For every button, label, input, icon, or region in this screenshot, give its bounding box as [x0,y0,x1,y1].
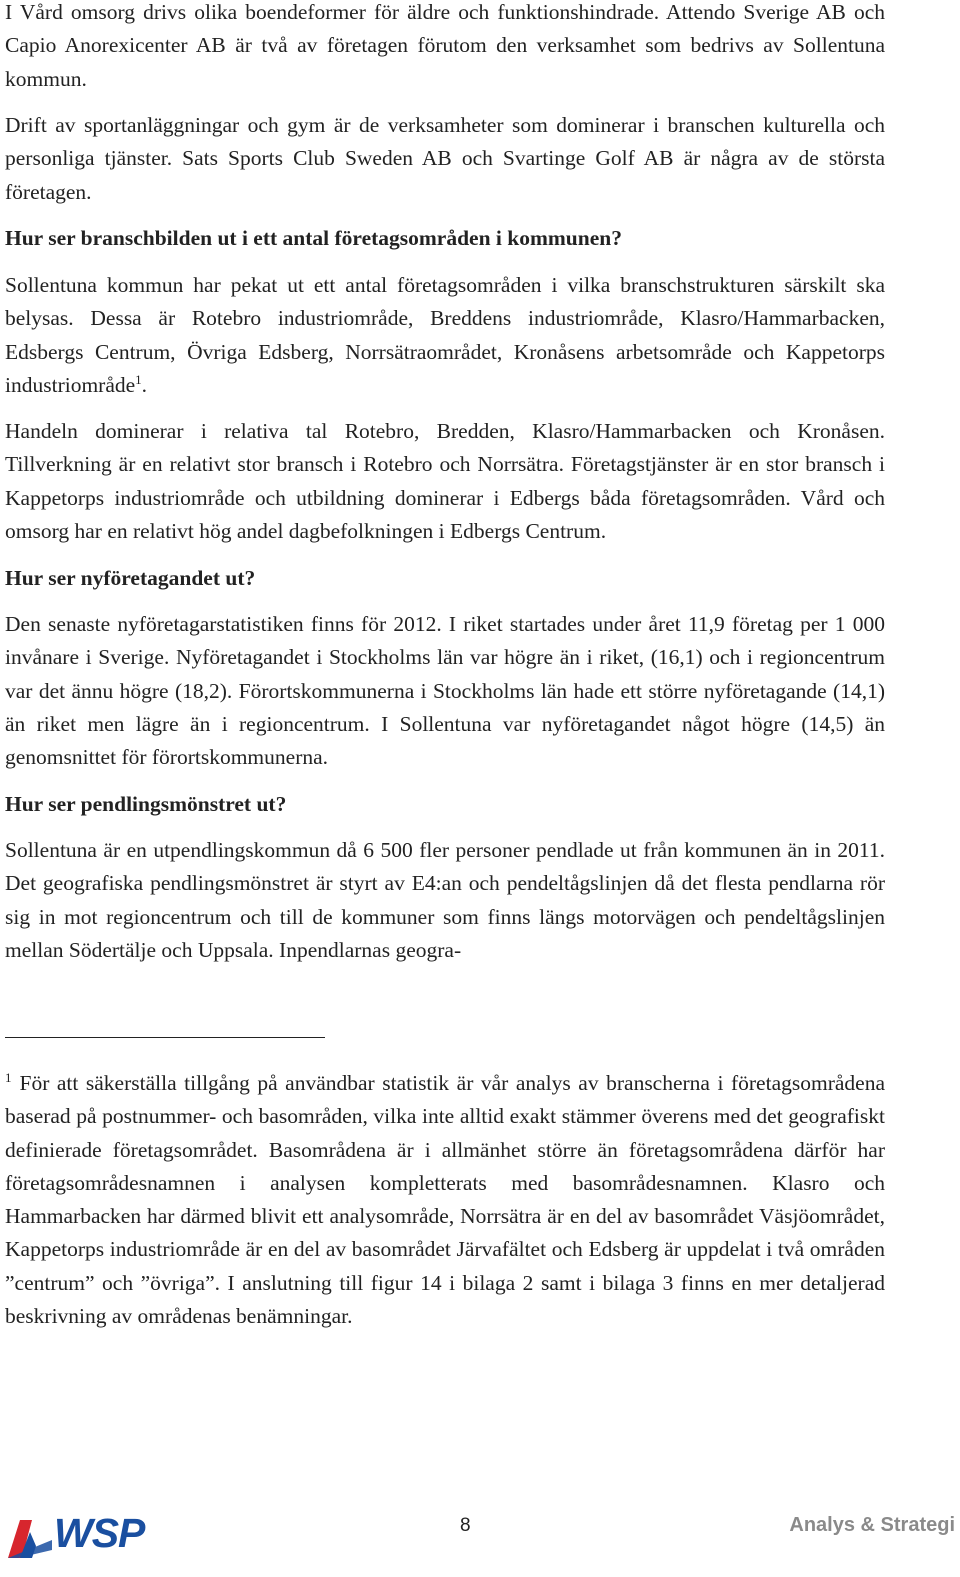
footnote [5,1067,885,1333]
footnote-text: För att säkerställa tillgång på användbar statistik är vår analys av branscherna i företagsområdena baserad på postnummer- och basområden, vilka inte alltid exakt stämmer överens med det geografiskt definierade företagsområdet. Basområdena är i allmänhet större än företagsområdena därför har företagsområdesnamnen i analysen kompletterats med basområdesnamnen. Klasro och Hammarbacken har därmed blivit ett analysområde, Norrsätra är en del av basområdet Väsjöområdet, Kappetorps industriområde är en del av basområdet Järvafältet och Edsberg är uppdelat i två områden ”centrum” och ”övriga”. I anslutning till figur 14 i bilaga 2 samt i bilaga 3 finns en mer detaljerad beskrivning av områdenas benämningar. [5,1071,885,1329]
paragraph-foretagsomraden [5,269,885,402]
footnote-mark: 1 [5,1069,12,1085]
paragraph-foretagsomraden-text: Sollentuna kommun har pekat ut ett antal företagsområden i vilka branschstrukturen särskilt ska belysas. Dessa är Rotebro industriområde, Breddens industriområde, Klasro/Hammarbacken, Edsbergs Centrum, Övriga Edsberg, Norrsätraområdet, Kronåsens arbetsområde och Kappetorps industriområde [5,273,885,397]
wsp-logo [6,1510,166,1560]
paragraph-pendling: Sollentuna är en utpendlingskommun då 6 500 fler personer pendlade ut från kommunen än in 2011. Det geografiska pendlingsmönstret är styrt av E4:an och pendeltågslinjen då det flesta pendlarna rör sig in mot regioncentrum och till de kommuner som finns längs motorvägen och pendeltågslinjen mellan Södertälje och Uppsala. Inpendlarnas geogra- [5,838,885,962]
page-footer [0,1500,960,1560]
footer-tagline: Analys & Strategi [789,1514,955,1536]
wsp-logo-text: WSP [54,1510,145,1556]
heading-nyforetagandet: Hur ser nyföretagandet ut? [5,566,256,590]
page-number: 8 [460,1515,471,1536]
paragraph-handeln: Handeln dominerar i relativa tal Rotebro, Bredden, Klasro/Hammarbacken och Kronåsen. Tillverkning är en relativt stor bransch i Rotebro och Norrsätra. Företagstjänster är en stor bransch i Kappetorps industriområde och utbildning dominerar i Edbergs båda företagsområden. Vård och omsorg har en relativt hög andel dagbefolkningen i Edbergs Centrum. [5,419,885,543]
footnote-reference: 1 [135,371,142,387]
footnote-separator [5,1037,325,1038]
paragraph-nyforetagarstatistik: Den senaste nyföretagarstatistiken finns för 2012. I riket startades under året 11,9 företag per 1 000 invånare i Sverige. Nyföretagandet i Stockholms län var högre än i riket, (16,1) och i regioncentrum var det ännu högre (18,2). Förortskommunerna i Stockholms län hade ett större nyföretagande (14,1) än riket men lägre än i regioncentrum. I Sollentuna var nyföretagandet något högre (14,5) än genomsnittet för förortskommunerna. [5,612,885,770]
heading-pendlingsmonstret: Hur ser pendlingsmönstret ut? [5,792,287,816]
paragraph-sportanlaggningar: Drift av sportanläggningar och gym är de verksamheter som dominerar i branschen kulturella och personliga tjänster. Sats Sports Club Sweden AB och Svartinge Golf AB är några av de största företagen. [5,113,885,204]
paragraph-end-period: . [141,372,148,397]
footnote-paragraph [5,1067,885,1333]
heading-branschbilden: Hur ser branschbilden ut i ett antal företagsområden i kommunen? [5,226,622,250]
wsp-logo-icon [6,1510,54,1560]
paragraph-vard-omsorg: I Vård omsorg drivs olika boendeformer för äldre och funktionshindrade. Attendo Sverige AB och Capio Anorexicenter AB är två av företagen förutom den verksamhet som bedrivs av Sollentuna kommun. [5,0,885,91]
